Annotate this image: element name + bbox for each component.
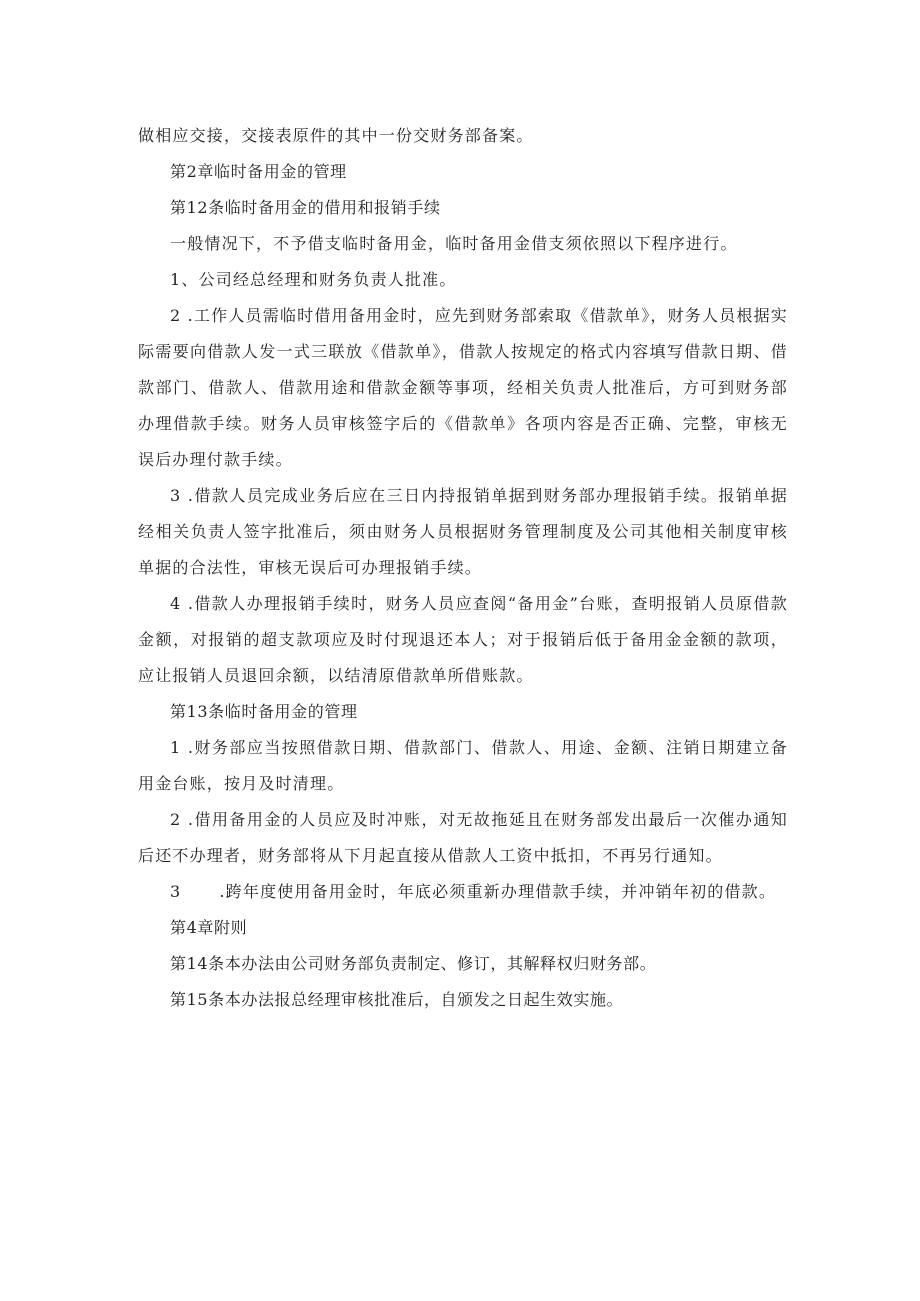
article-13-item-1: 1 .财务部应当按照借款日期、借款部门、借款人、用途、金额、注销日期建立备用金台账，按月及时清理。 — [138, 738, 788, 793]
chapter-4-heading: 第4章附则 — [170, 918, 248, 937]
article-15: 第15条本办法报总经理审核批准后，自颁发之日起生效实施。 — [170, 990, 624, 1009]
article-12-item-4: 4 .借款人办理报销手续时，财务人员应查阅“备用金”台账，查明报销人员原借款金额，对报销的超支款项应及时付现退还本人；对于报销后低于备用金金额的款项，应让报销人员退回余额，以结清原借款单所借账款。 — [138, 594, 788, 685]
article-12-item-2: 2 .工作人员需临时借用备用金时，应先到财务部索取《借款单》，财务人员根据实际需要向借款人发一式三联放《借款单》，借款人按规定的格式内容填写借款日期、借款部门、借款人、借款用途和借款金额等事项，经相关负责人批准后，方可到财务部办理借款手续。财务人员审核签字后的《借款单》各项内容是否正确、完整，审核无误后办理付款手续。 — [138, 306, 788, 469]
document-body — [138, 118, 788, 1018]
article-12-item-1: 1、公司经总经理和财务负责人批准。 — [170, 270, 457, 289]
chapter-2-heading: 第2章临时备用金的管理 — [170, 162, 347, 181]
article-14: 第14条本办法由公司财务部负责制定、修订，其解释权归财务部。 — [170, 954, 657, 973]
article-12-item-3: 3 .借款人员完成业务后应在三日内持报销单据到财务部办理报销手续。报销单据经相关负责人签字批准后，须由财务人员根据财务管理制度及公司其他相关制度审核单据的合法性，审核无误后可办理报销手续。 — [138, 486, 788, 577]
article-13-item-3-number: 3 — [170, 882, 182, 901]
article-13-item-2: 2 .借用备用金的人员应及时冲账，对无故拖延且在财务部发出最后一次催办通知后还不办理者，财务部将从下月起直接从借款人工资中抵扣，不再另行通知。 — [138, 810, 788, 865]
article-12-heading: 第12条临时备用金的借用和报销手续 — [170, 198, 441, 217]
article-13-item-3 — [138, 874, 788, 910]
article-13-item-3-text: .跨年度使用备用金时，年底必须重新办理借款手续，并冲销年初的借款。 — [219, 882, 777, 901]
continuation-paragraph: 做相应交接，交接表原件的其中一份交财务部备案。 — [138, 126, 534, 145]
article-13-heading: 第13条临时备用金的管理 — [170, 702, 358, 721]
article-12-intro: 一般情况下，不予借支临时备用金，临时备用金借支须依照以下程序进行。 — [170, 234, 738, 253]
